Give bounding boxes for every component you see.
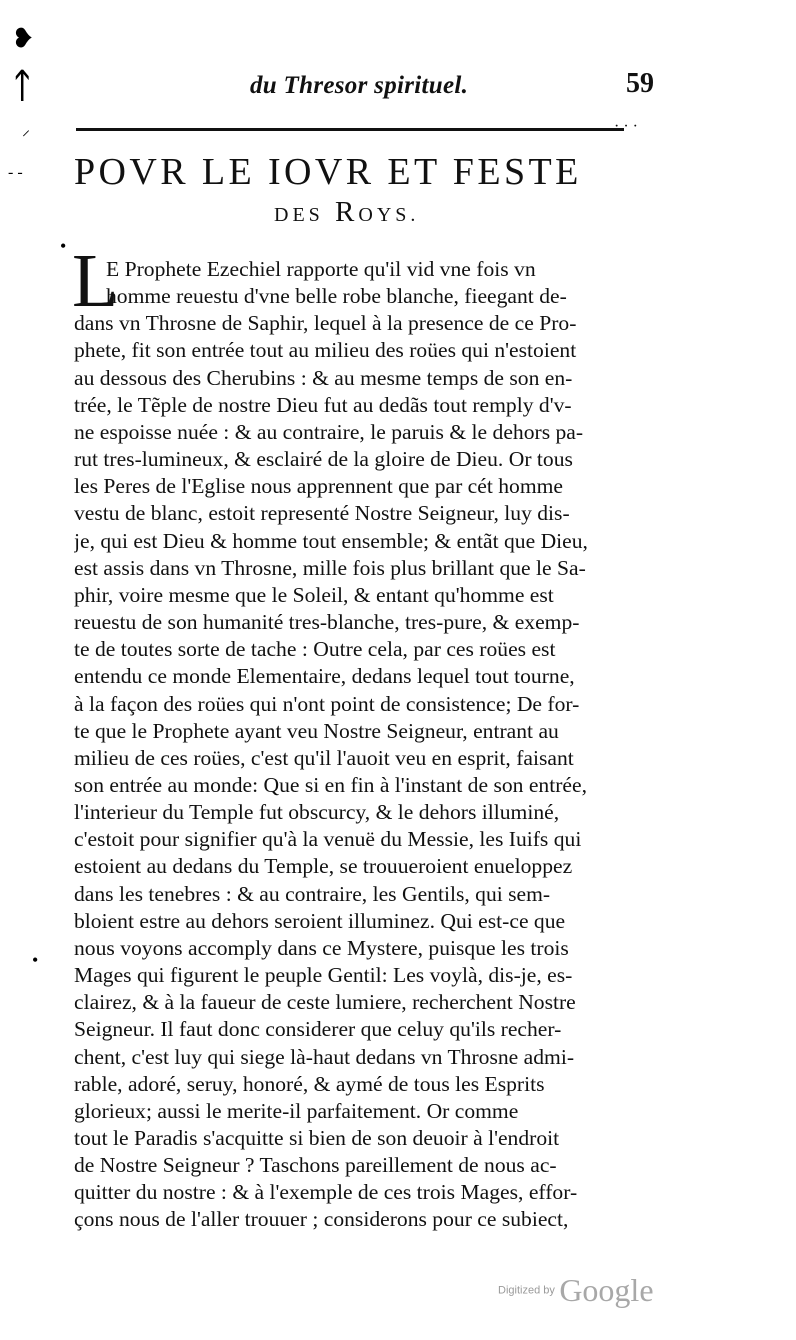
page-number: 59	[626, 68, 654, 99]
text-line: clairez, & à la faueur de ceste lumiere, recherchent Nostre	[74, 990, 576, 1015]
drop-cap: L	[72, 239, 119, 323]
subtitle-rest: OYS.	[358, 204, 420, 226]
text-line: de Nostre Seigneur ? Taschons pareillement de nous ac-	[74, 1153, 557, 1178]
text-line: rut tres-lumineux, & esclairé de la gloire de Dieu. Or tous	[74, 447, 573, 472]
margin-ink-mark: •	[60, 236, 67, 256]
text-line: dans vn Throsne de Saphir, lequel à la presence de ce Pro-	[74, 311, 577, 336]
text-line: homme reuestu d'vne belle robe blanche, fieegant de-	[106, 284, 567, 309]
text-line: Mages qui figurent le peuple Gentil: Les voylà, dis-je, es-	[74, 963, 573, 988]
text-line: les Peres de l'Eglise nous apprennent que par cét homme	[74, 474, 564, 499]
text-line: reuestu de son humanité tres-blanche, tres-pure, & exemp-	[74, 610, 580, 635]
header-rule	[76, 128, 624, 131]
chapter-title: POVR LE IOVR ET FESTE	[74, 151, 582, 193]
text-line: nous voyons accomply dans ce Mystere, puisque les trois	[74, 935, 569, 960]
text-line: c'estoit pour signifier qu'à la venuë du Messie, les Iuifs qui	[74, 827, 582, 852]
text-line: trée, le Tẽple de nostre Dieu fut au dedãs tout remply d'v-	[74, 392, 572, 417]
text-line: estoient au dedans du Temple, se trouueroient enueloppez	[74, 854, 573, 879]
text-line: ne espoisse nuée : & au contraire, le paruis & le dehors pa-	[74, 419, 584, 444]
text-line: l'interieur du Temple fut obscurcy, & le dehors illuminé,	[74, 800, 560, 825]
text-line: phir, voire mesme que le Soleil, & entant qu'homme est	[74, 582, 554, 607]
text-line: glorieux; aussi le merite-il parfaitement. Or comme	[74, 1098, 519, 1123]
text-line: chent, c'est luy qui siege là-haut dedans vn Throsne admi-	[74, 1044, 575, 1069]
header-rule-ornament: · · ·	[614, 118, 638, 135]
text-line: quitter du nostre : & à l'exemple de ces trois Mages, effor-	[74, 1180, 578, 1205]
text-line: bloient estre au dehors seroient illuminez. Qui est-ce que	[74, 908, 566, 933]
subtitle-initial: R	[335, 196, 359, 228]
text-line: E Prophete Ezechiel rapporte qu'il vid vne fois vn	[106, 257, 536, 281]
margin-ink-mark: - -	[8, 164, 23, 181]
digitized-watermark	[498, 1272, 654, 1309]
watermark-prefix: Digitized by	[498, 1284, 555, 1297]
margin-ink-mark: •	[32, 950, 39, 970]
text-line: je, qui est Dieu & homme tout ensemble; & entãt que Dieu,	[74, 528, 588, 553]
text-line: est assis dans vn Throsne, mille fois plus brillant que le Sa-	[74, 555, 586, 580]
margin-ink-mark: ⸝	[22, 122, 31, 139]
text-line: phete, fit son entrée tout au milieu des roües qui n'estoient	[74, 338, 577, 363]
google-logo: Google	[559, 1272, 654, 1308]
body-text	[74, 256, 686, 1234]
margin-ink-mark: ᛏ	[12, 68, 33, 105]
text-line: au dessous des Cherubins : & au mesme temps de son en-	[74, 365, 573, 390]
text-line: dans les tenebres : & au contraire, les Gentils, qui sem-	[74, 881, 551, 906]
text-line: te de toutes sorte de tache : Outre cela, par ces roües est	[74, 637, 556, 662]
text-line: Seigneur. Il faut donc considerer que celuy qu'ils recher-	[74, 1017, 562, 1042]
margin-ink-mark: ❥	[12, 24, 34, 53]
text-line: entendu ce monde Elementaire, dedans lequel tout tourne,	[74, 664, 575, 689]
text-line: milieu de ces roües, c'est qu'il l'auoit veu en esprit, faisant	[74, 745, 574, 770]
text-line: tout le Paradis s'acquitte si bien de son deuoir à l'endroit	[74, 1126, 560, 1150]
running-header: du Thresor spirituel.	[250, 72, 469, 99]
text-line: te que le Prophete ayant veu Nostre Seigneur, entrant au	[74, 718, 559, 743]
text-line: son entrée au monde: Que si en fin à l'instant de son entrée,	[74, 772, 587, 797]
chapter-subtitle	[274, 196, 419, 229]
text-line: rable, adoré, seruy, honoré, & aymé de tous les Esprits	[74, 1071, 545, 1096]
text-line: à la façon des roües qui n'ont point de consistence; De for-	[74, 691, 580, 716]
text-line: vestu de blanc, estoit representé Nostre Seigneur, luy dis-	[74, 501, 570, 526]
subtitle-prefix: DES	[274, 204, 324, 226]
text-line: çons nous de l'aller trouuer ; considerons pour ce subiect,	[74, 1207, 569, 1232]
